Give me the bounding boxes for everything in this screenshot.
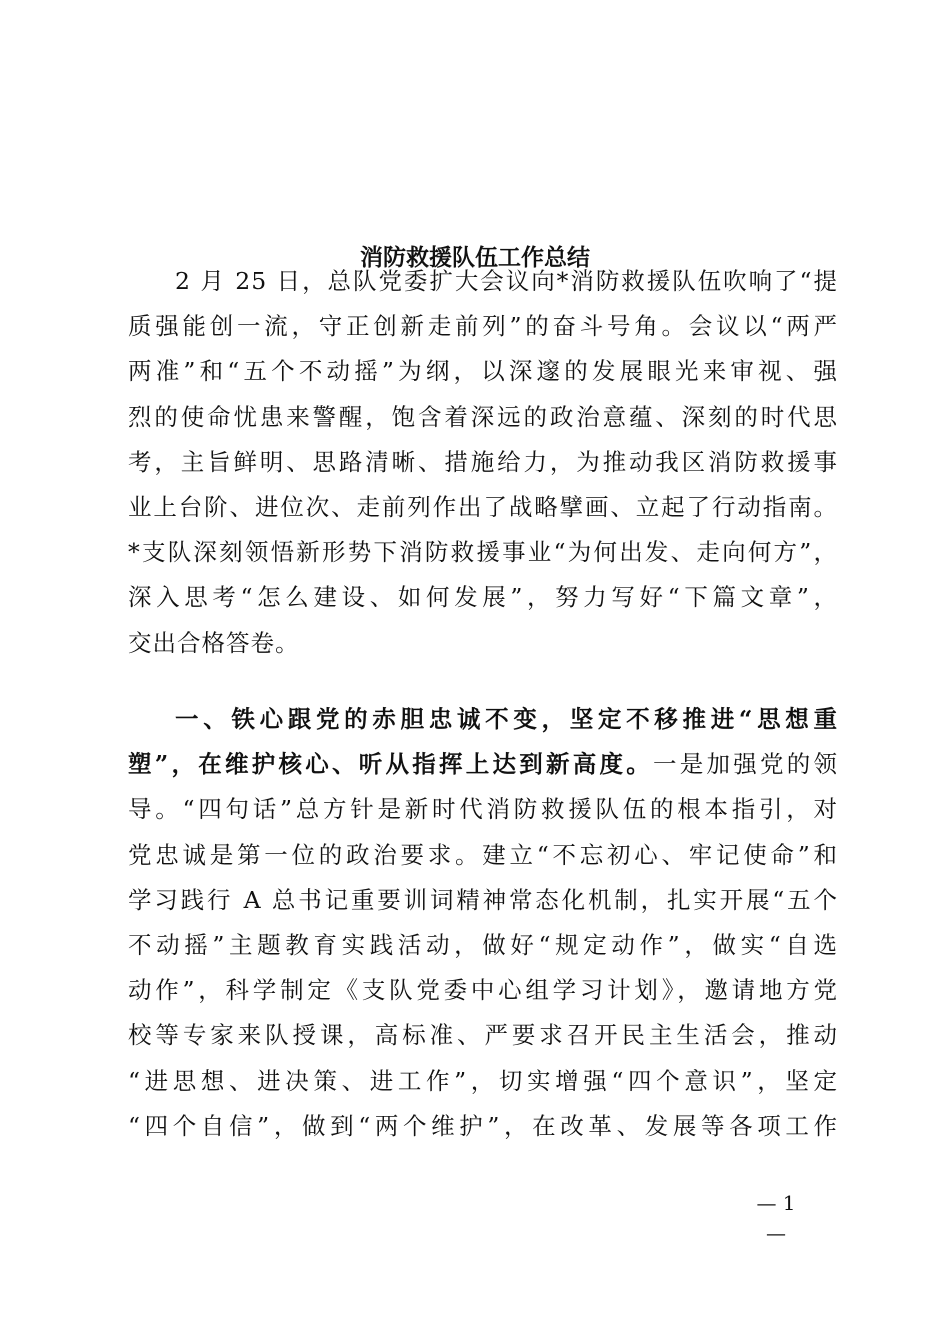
text-line: *支队深刻领悟新形势下消防救援事业“为何出发、走向何方”，	[128, 538, 838, 567]
text-line: 交出合格答卷。	[128, 628, 300, 657]
text-line: 2 月 25 日，总队党委扩大会议向*消防救援队伍吹响了“提	[175, 267, 838, 295]
text-line: 不动摇”主题教育实践活动，做好“规定动作”，做实“自选	[128, 930, 838, 959]
text-line: 学习践行 A 总书记重要训词精神常态化机制，扎实开展“五个	[128, 885, 838, 914]
text-line: 质强能创一流，守正创新走前列”的奋斗号角。会议以“两严	[128, 312, 838, 341]
text-line: 业上台阶、进位次、走前列作出了战略擘画、立起了行动指南。	[128, 492, 838, 521]
paragraph-section-one	[128, 697, 838, 1149]
text-line: 烈的使命忧患来警醒，饱含着深远的政治意蕴、深刻的时代思	[128, 402, 838, 431]
text-line: 考，主旨鲜明、思路清晰、措施给力，为推动我区消防救援事	[128, 447, 838, 476]
text-line: 两准”和“五个不动摇”为纲，以深邃的发展眼光来审视、强	[128, 357, 838, 386]
document-title: 消防救援队伍工作总结	[360, 244, 590, 271]
text-line: 深入思考“怎么建设、如何发展”，努力写好“下篇文章”，	[128, 583, 838, 612]
text-line: 动作”，科学制定《支队党委中心组学习计划》，邀请地方党	[128, 976, 838, 1005]
page-number: — 1 —	[756, 1191, 796, 1245]
section-heading-line: 一、铁心跟党的赤胆忠诚不变，坚定不移推进“思想重	[175, 705, 838, 733]
text-line: “四个自信”，做到“两个维护”，在改革、发展等各项工作	[128, 1111, 838, 1140]
text-line: 导。“四句话”总方针是新时代消防救援队伍的根本指引，对	[128, 795, 838, 824]
text-line: 校等专家来队授课，高标准、严要求召开民主生活会，推动	[128, 1021, 838, 1050]
text-line-mixed	[128, 742, 838, 787]
text-line: 党忠诚是第一位的政治要求。建立“不忘初心、牢记使命”和	[128, 840, 838, 869]
paragraph-intro	[128, 259, 838, 666]
text-line: “进思想、进决策、进工作”，切实增强“四个意识”，坚定	[128, 1066, 838, 1095]
text-run: 一是加强党的领	[653, 750, 838, 779]
section-heading-continuation: 塑”，在维护核心、听从指挥上达到新高度。	[128, 750, 653, 779]
